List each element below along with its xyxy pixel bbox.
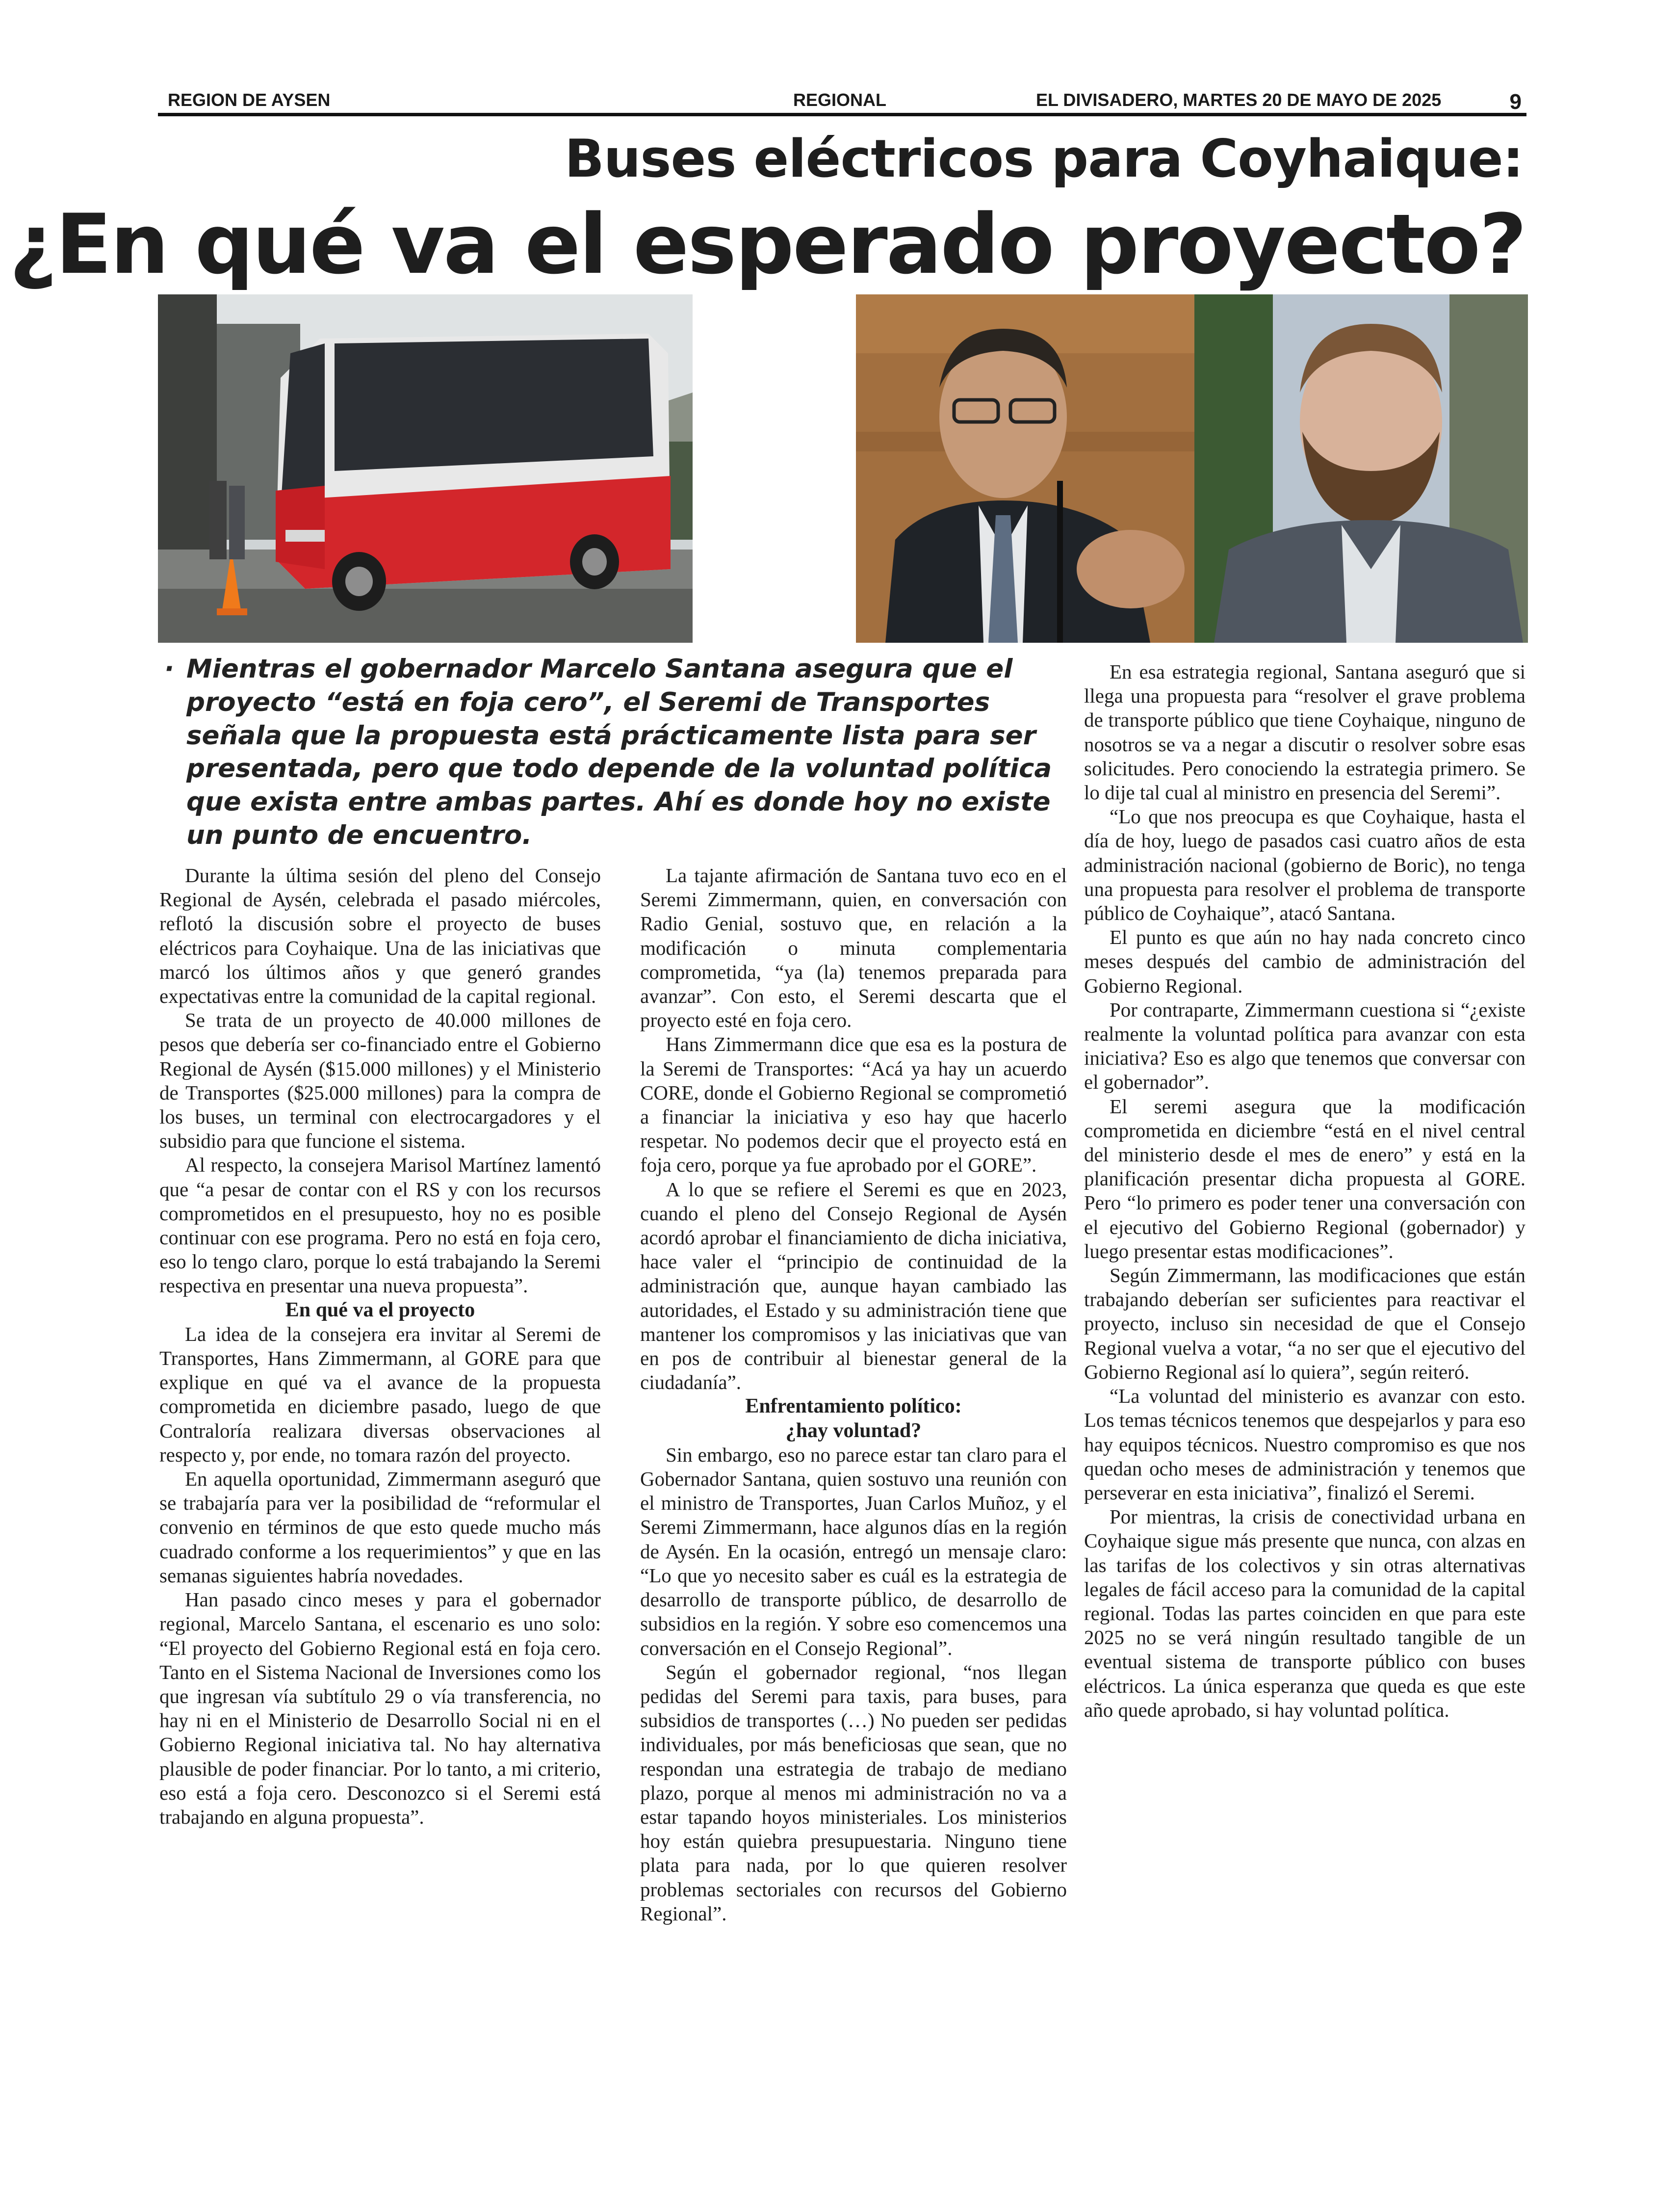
article-kicker: Buses eléctricos para Coyhaique: bbox=[565, 129, 1523, 189]
lead-bullet: · bbox=[164, 654, 175, 684]
paragraph: La idea de la consejera era invitar al Seremi de Transportes, Hans Zimmermann, al GORE para que explique en qué va el avance de la propuesta comprometida en diciembre pasado, luego de que Contraloría realizara diversas observaciones al respecto y, por ende, no tomara razón del proyecto. bbox=[159, 1322, 601, 1466]
lead-text: Mientras el gobernador Marcelo Santana asegura que el proyecto “está en foja cero”, el Seremi de Transportes señala que la propuesta está prácticamente lista para ser presentada, pero que todo depende de la voluntad política que exista entre ambas partes. Ahí es donde hoy no existe un punto de encuentro. bbox=[186, 654, 1052, 851]
paragraph: El seremi asegura que la modificación comprometida en diciembre “está en el nivel central del ministerio desde el mes de enero” y está en la planificación presentar dicha propuesta al GORE. Pero “lo primero es poder tener una conversación con el ejecutivo del Gobierno Regional (gobernador) y luego presentar estas modificaciones”. bbox=[1084, 1095, 1525, 1262]
paragraph: Durante la última sesión del pleno del Consejo Regional de Aysén, celebrada el pasado miércoles, reflotó la discusión sobre el proyecto de buses eléctricos para Coyhaique. Una de las iniciativas que marcó los últimos años y que generó grandes expectativas entre la comunidad de la capital regional. bbox=[159, 864, 601, 1008]
paragraph: Por mientras, la crisis de conectividad urbana en Coyhaique sigue más presente que nunca, con alzas en las tarifas de los colectivos y sin otras alternativas legales de fácil acceso para la comunidad de la capital regional. Todas las partes coinciden en que para este 2025 no se verá ningún resultado tangible de un eventual sistema de transporte público con buses eléctricos. La única esperanza que queda es que este año quede aprobado, si hay voluntad política. bbox=[1084, 1505, 1525, 1721]
paragraph: En aquella oportunidad, Zimmermann aseguró que se trabajaría para ver la posibilidad de “reformular el convenio en términos de que esto quede mucho más cuadrado conforme a los requerimientos” y que en las semanas siguientes habría novedades. bbox=[159, 1468, 601, 1587]
paragraph: Se trata de un proyecto de 40.000 millones de pesos que debería ser co-financiado entre el Gobierno Regional de Aysén ($15.000 millones) y el Ministerio de Transportes ($25.000 millones) para la compra de los buses, un terminal con electrocargadores y el subsidio para que funcione el sistema. bbox=[159, 1009, 601, 1153]
paragraph: Hans Zimmermann dice que esa es la postura de la Seremi de Transportes: “Acá ya hay un acuerdo CORE, donde el Gobierno Regional se comprometió a financiar la iniciativa y eso hay que hacerlo respetar. No podemos decir que el proyecto está en foja cero, porque ya fue aprobado por el GORE”. bbox=[640, 1033, 1067, 1177]
page-header bbox=[158, 86, 1526, 116]
paragraph: A lo que se refiere el Seremi es que en 2023, cuando el pleno del Consejo Regional de Aysén acordó aprobar el financiamiento de dicha iniciativa, hace valer el “principio de continuidad de la administración que, aunque hayan cambiado las autoridades, el Estado y su administración tiene que mantener los compromisos y las iniciativas que van en pos de contribuir al bienestar general de la ciudadanía”. bbox=[640, 1178, 1067, 1394]
article-column-1 bbox=[159, 864, 601, 1829]
seremi-portrait-photo bbox=[856, 294, 1194, 643]
paragraph: El punto es que aún no hay nada concreto cinco meses después del cambio de administración del Gobierno Regional. bbox=[1084, 926, 1525, 997]
article-headline: ¿En qué va el esperado proyecto? bbox=[9, 196, 1525, 292]
paragraph: Sin embargo, eso no parece estar tan claro para el Gobernador Santana, quien sostuvo una reunión con el ministro de Transportes, Juan Carlos Muñoz, y el Seremi Zimmermann, hace algunos días en la región de Aysén. En la ocasión, entregó un mensaje claro: “Lo que yo necesito saber es cuál es la estrategia de desarrollo de transporte público, de desarrollo de subsidios en la región. Y sobre eso comencemos una conversación en el Consejo Regional”. bbox=[640, 1443, 1067, 1659]
paragraph: Han pasado cinco meses y para el gobernador regional, Marcelo Santana, el escenario es uno solo: “El proyecto del Gobierno Regional está en foja cero. Tanto en el Sistema Nacional de Inversiones como los que ingresan vía subtítulo 29 o vía transferencia, no hay ni en el Ministerio de Desarrollo Social ni en el Gobierno Regional iniciativa tal. No hay alternativa plausible de poder financiar. Por lo tanto, a mi criterio, eso está a foja cero. Desconozco si el Seremi está trabajando en alguna propuesta”. bbox=[159, 1588, 601, 1828]
subheading: Enfrentamiento político: bbox=[745, 1395, 962, 1418]
paragraph: Al respecto, la consejera Marisol Martínez lamentó que “a pesar de contar con el RS y con los recursos comprometidos en el presupuesto, hoy no es posible continuar con ese programa. Pero no está en foja cero, eso lo tengo claro, porque lo está trabajando la Seremi respectiva en presentar una nueva propuesta”. bbox=[159, 1153, 601, 1297]
paragraph: Por contraparte, Zimmermann cuestiona si “¿existe realmente la voluntad política para avanzar con esta iniciativa? Eso es algo que tenemos que conversar con el gobernador”. bbox=[1084, 998, 1525, 1094]
article-column-2 bbox=[640, 864, 1067, 1926]
article-column-3 bbox=[1084, 660, 1525, 1722]
category-name: REGIONAL bbox=[793, 90, 887, 110]
subheading: En qué va el proyecto bbox=[285, 1298, 475, 1321]
governor-portrait-photo bbox=[1194, 294, 1528, 643]
paragraph: “La voluntad del ministerio es avanzar con esto. Los temas técnicos tenemos que despejarlos y para eso hay equipos técnicos. Nuestro compromiso es que nos quedan ocho meses de administración y tenemos que perseverar en esta iniciativa”, finalizó el Seremi. bbox=[1084, 1385, 1525, 1504]
article-lead bbox=[164, 653, 1086, 852]
paragraph: Según el gobernador regional, “nos llegan pedidas del Seremi para taxis, para buses, para subsidios de transportes (…) No pueden ser pedidas individuales, por más beneficiosas que sean, que no respondan una estrategia de trabajo de mediano plazo, porque al menos mi administración no va a estar tapando hoyos ministeriales. Los ministerios hoy están quiebra presupuestaria. Ninguno tiene plata para nada, por lo que quieren resolver problemas sectoriales con recursos del Gobierno Regional”. bbox=[640, 1660, 1067, 1925]
paragraph: Según Zimmermann, las modificaciones que están trabajando deberían ser suficientes para reactivar el proyecto, incluso sin necesidad de que el Consejo Regional vuelva a votar, “a no ser que el ejecutivo del Gobierno Regional así lo quiera”, según reiteró. bbox=[1084, 1264, 1525, 1383]
electric-bus-photo bbox=[158, 294, 693, 643]
section-name: REGION DE AYSEN bbox=[168, 90, 331, 110]
paragraph: En esa estrategia regional, Santana aseguró que si llega una propuesta para “resolver el grave problema de transporte público que tiene Coyhaique, ninguno de nosotros se va a negar a discutir o resolver sobre esas solicitudes. Pero conociendo la estrategia primero. Se lo dije tal cual al ministro en presencia del Seremi”. bbox=[1084, 660, 1525, 804]
publication-date: EL DIVISADERO, MARTES 20 DE MAYO DE 2025 bbox=[1036, 90, 1442, 110]
paragraph: La tajante afirmación de Santana tuvo eco en el Seremi Zimmermann, quien, en conversación con Radio Genial, sostuvo que, en relación a la modificación o minuta complementaria comprometida, “ya (la) tenemos preparada para avanzar”. Con esto, el Seremi descarta que el proyecto esté en foja cero. bbox=[640, 864, 1067, 1032]
paragraph: “Lo que nos preocupa es que Coyhaique, hasta el día de hoy, luego de pasados casi cuatro años de esta administración nacional (gobierno de Boric), no tenga una propuesta para resolver el problema de transporte público de Coyhaique”, atacó Santana. bbox=[1084, 805, 1525, 925]
subheading: ¿hay voluntad? bbox=[785, 1419, 922, 1442]
page-number: 9 bbox=[1509, 90, 1522, 114]
